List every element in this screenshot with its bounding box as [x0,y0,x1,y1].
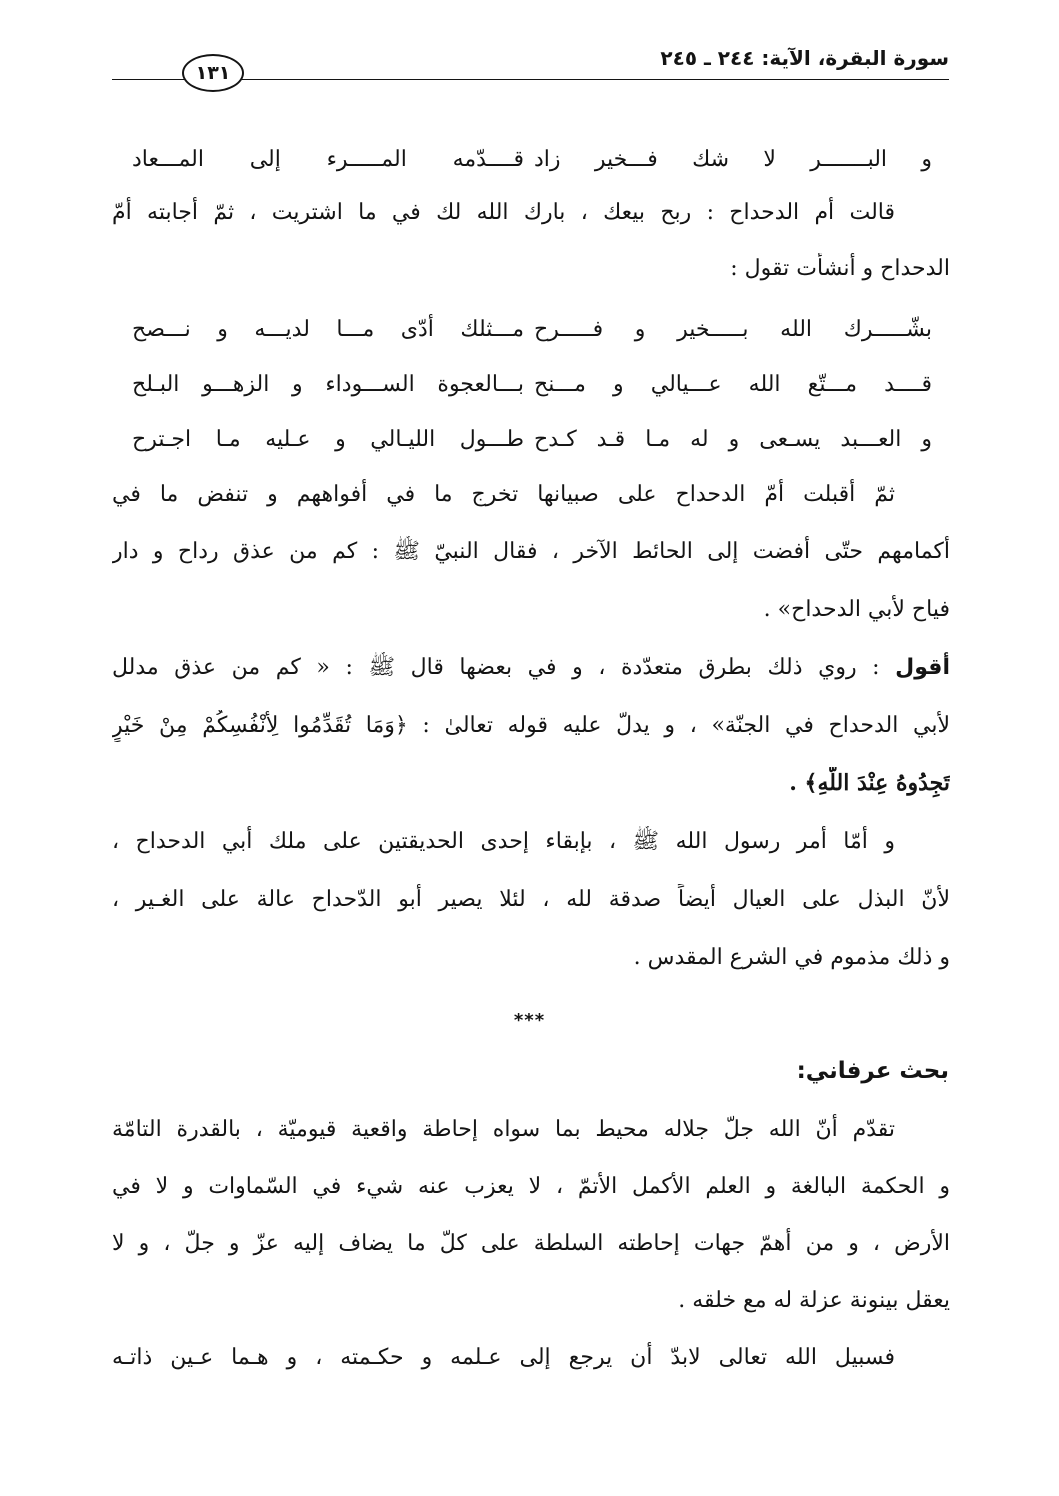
paragraph-lead-word: أقول [895,655,950,680]
text-line: الدحداح و أنشأت تقول : [730,256,950,281]
text-line: و أمّا أمر رسول الله ﷺ ، بإبقاء إحدى الحديقتين على ملك أبي الدحداح ، [112,829,895,854]
text-line: الأرض ، و من أهمّ جهات إحاطته السلطة على كلّ ما يضاف إليه عزّ و جلّ ، و لا [112,1231,950,1256]
section-heading: بحث عرفاني: [796,1058,949,1084]
section-separator: *** [513,1010,546,1031]
poem-second-hemistich: بـــالعجوة الســـوداء و الزهـــو البـلح [132,372,524,397]
poem-second-hemistich: مـــثلك أدّى مـــا لديـــه و نـــصح [132,317,524,342]
quran-verse-line: تَجِدُوهُ عِنْدَ اللَّهِ﴾ . [789,770,950,796]
text-line: ثمّ أقبلت أُمّ الدحداح على صبيانها تخرج ما في أفواههم و تنفض ما في [112,482,895,507]
page-number: ١٣١ [182,54,244,92]
poem-verse-line [112,422,950,458]
verse-second-hemistich: قــــدّمه المـــــرء إلى المـــعاد [132,147,524,172]
verse-first-hemistich: و البـــــــر لا شك فـــخير زاد [534,147,932,172]
running-header-title: سورة البقرة، الآية: ٢٤٤ ـ ٢٤٥ [660,46,949,70]
text-line: لأبي الدحداح في الجنّة» ، و يدلّ عليه قوله تعالىٰ : ﴿وَمَا تُقَدِّمُوا لِأَنْفُسِكُمْ مِنْ خَيْرٍ [112,713,950,738]
text-line: لأنّ البذل على العيال أيضاً صدقة لله ، لئلا يصير أبو الدّحداح عالة على الغـير ، [112,887,950,912]
text-line: يعقل بينونة عزلة له مع خلقه . [678,1288,950,1313]
text-line: و الحكمة البالغة و العلم الأكمل الأتمّ ، لا يعزب عنه شيء في السّماوات و لا في [112,1174,950,1199]
text-line: و ذلك مذموم في الشرع المقدس . [633,945,950,970]
poem-first-hemistich: بشّـــــرك الله بـــــخير و فـــــرح [534,317,932,342]
poem-first-hemistich: و العـــبد يسـعى و له مـا قـد كـدح [534,427,932,452]
text-run: : روي ذلك بطرق متعدّدة ، و في بعضها قال ﷺ : « كم من عذق مدلل [112,655,896,680]
poem-second-hemistich: طـــول الليـالي و عـليه مـا اجـترح [132,427,524,452]
text-line: فياح لأبي الدحداح» . [763,597,950,622]
text-line: تقدّم أنّ الله جلّ جلاله محيط بما سواه إحاطة واقعية قيوميّة ، بالقدرة التامّة [112,1117,895,1142]
text-line: أكمامهم حتّى أفضت إلى الحائط الآخر ، فقال النبيّ ﷺ : كم من عذق رداح و دار [112,539,950,564]
text-line: قالت أم الدحداح : ربح بيعك ، بارك الله لك في ما اشتريت ، ثمّ أجابته أُمّ [112,200,895,225]
poem-first-hemistich: قــــد مـــتّع الله عـــيالي و مـــنح [534,372,932,397]
poem-verse-line [112,312,950,348]
verse-line [112,142,950,178]
poem-verse-line [112,367,950,403]
text-line: فسبيل الله تعالى لابدّ أن يرجع إلى عـلمه و حكـمته ، و هـما عـين ذاتـه [112,1345,895,1370]
text-line [112,652,950,684]
